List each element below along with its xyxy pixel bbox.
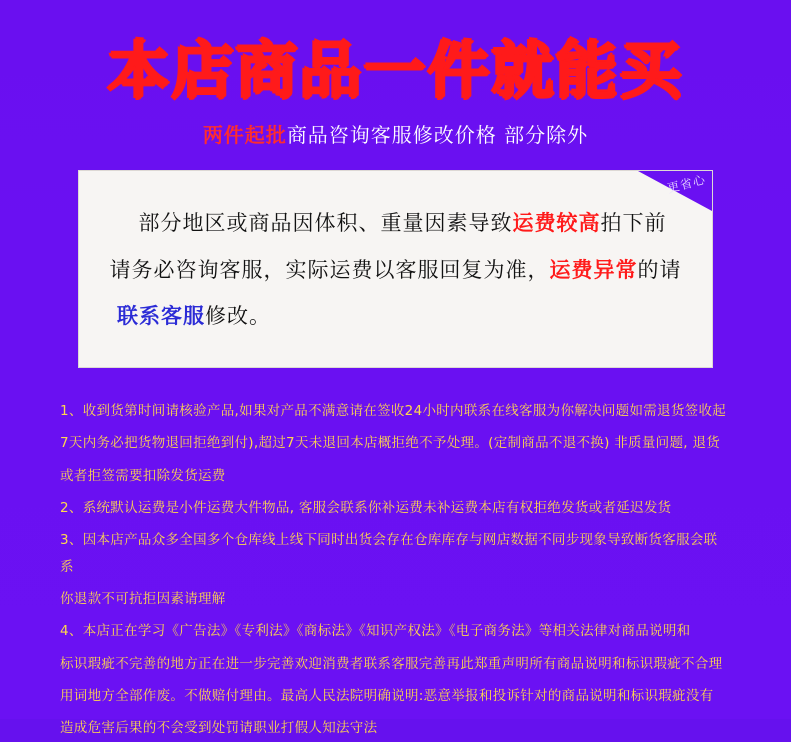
notice-line-1-b: 拍下前	[600, 211, 667, 236]
notice-line-2-red: 运费异常	[549, 257, 638, 282]
terms-line: 标识瑕疵不完善的地方正在进一步完善欢迎消费者联系客服完善再此郑重声明所有商品说明和标识瑕疵不合理	[60, 655, 723, 672]
terms-line: 7天内务必把货物退回拒绝到付),超过7天未退回本店概拒绝不予处理。(定制商品不退不换) 非质量问题, 退货	[60, 435, 721, 452]
ribbon-label: 更省心	[665, 172, 708, 196]
subtitle-rest: 商品咨询客服修改价格 部分除外	[286, 123, 589, 148]
notice-card-wrapper	[78, 170, 713, 368]
terms-line: 或者拒签需要扣除发货运费	[60, 467, 226, 484]
terms-line: 用词地方全部作废。不做赔付理由。最高人民法院明确说明:恶意举报和投诉针对的商品说明和标识瑕疵没有	[60, 687, 714, 704]
notice-line-2-b: 的请	[637, 257, 682, 282]
notice-line-1	[109, 207, 682, 240]
notice-line-2	[109, 254, 682, 287]
terms-line: 2、系统默认运费是小件运费大件物品, 客服会联系你补运费未补运费本店有权拒绝发货或者延迟发货	[60, 500, 672, 517]
subtitle	[0, 119, 791, 148]
terms-line: 4、本店正在学习《广告法》《专利法》《商标法》《知识产权法》《电子商务法》等相关法律对商品说明和	[60, 623, 691, 640]
terms-line: 造成危害后果的不会受到处罚请职业打假人知法守法	[60, 720, 378, 737]
terms-line: 3、因本店产品众多全国多个仓库线上线下同时出货会存在仓库库存与网店数据不同步现象导致断货客服会联系	[60, 532, 718, 575]
notice-card	[78, 170, 713, 368]
notice-line-1-a: 部分地区或商品因体积、重量因素导致	[138, 211, 513, 236]
notice-line-1-red: 运费较高	[512, 211, 601, 236]
subtitle-accent: 两件起批	[202, 123, 287, 148]
notice-line-3-b: 修改。	[205, 304, 271, 329]
notice-line-3-blue: 联系客服	[117, 304, 205, 329]
terms-line: 1、收到货第时间请核验产品,如果对产品不满意请在签收24小时内联系在线客服为你解决问题如需退货签收起	[60, 403, 727, 420]
notice-line-2-a: 请务必咨询客服，实际运费以客服回复为准，	[109, 257, 550, 282]
terms-line: 你退款不可抗拒因素请理解	[60, 590, 226, 607]
terms-list	[60, 398, 731, 741]
page-title: 本店商品一件就能买	[107, 34, 684, 107]
notice-line-3	[109, 300, 682, 333]
